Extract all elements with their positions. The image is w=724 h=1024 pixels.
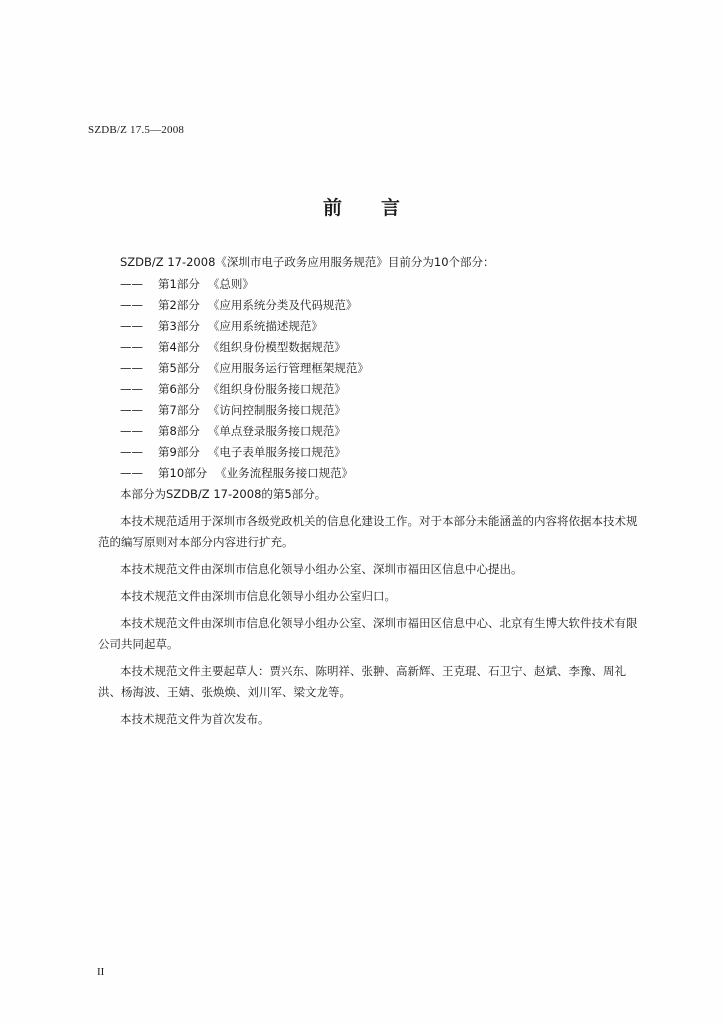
list-dash: —— — [120, 424, 143, 438]
page-number: II — [97, 966, 105, 978]
part-name: 《访问控制服务接口规范》 — [207, 403, 346, 417]
part-name: 《单点登录服务接口规范》 — [207, 424, 346, 438]
responsible-paragraph: 本技术规范文件由深圳市信息化领导小组办公室归口。 — [120, 589, 396, 603]
list-item — [120, 400, 646, 421]
scope-paragraph: 本部分为SZDB/Z 17-2008的第5部分。 — [120, 487, 327, 501]
list-item — [120, 442, 646, 463]
parts-list — [98, 274, 646, 484]
list-dash: —— — [120, 298, 143, 312]
part-name: 《业务流程服务接口规范》 — [215, 466, 354, 480]
part-name: 《组织身份服务接口规范》 — [207, 382, 346, 396]
part-number: 第8部分 — [158, 424, 200, 438]
proposer-paragraph: 本技术规范文件由深圳市信息化领导小组办公室、深圳市福田区信息中心提出。 — [120, 562, 523, 576]
drafting-org-paragraph: 本技术规范文件由深圳市信息化领导小组办公室、深圳市福田区信息中心、北京有生博大软件技术有限公司共同起草。 — [98, 616, 638, 651]
list-dash: —— — [120, 466, 143, 480]
list-item — [120, 295, 646, 316]
list-item — [120, 316, 646, 337]
list-dash: —— — [120, 445, 143, 459]
part-number: 第7部分 — [158, 403, 200, 417]
part-number: 第9部分 — [158, 445, 200, 459]
list-dash: —— — [120, 340, 143, 354]
title-char-2: 言 — [381, 197, 402, 219]
list-item — [120, 463, 646, 484]
part-number: 第5部分 — [158, 361, 200, 375]
part-number: 第10部分 — [158, 466, 208, 480]
list-item — [120, 379, 646, 400]
list-item — [120, 358, 646, 379]
preface-body — [98, 252, 646, 730]
list-dash: —— — [120, 403, 143, 417]
list-item — [120, 337, 646, 358]
part-name: 《总则》 — [207, 277, 254, 291]
list-dash: —— — [120, 319, 143, 333]
list-dash: —— — [120, 277, 143, 291]
list-item — [120, 274, 646, 295]
title-char-1: 前 — [322, 197, 343, 219]
part-number: 第6部分 — [158, 382, 200, 396]
drafters-paragraph: 本技术规范文件主要起草人：贾兴东、陈明祥、张翀、高新辉、王克琨、石卫宁、赵斌、李豫、周礼洪、杨海波、王婧、张焕焕、刘川军、梁文龙等。 — [98, 664, 626, 699]
applicability-paragraph: 本技术规范适用于深圳市各级党政机关的信息化建设工作。对于本部分未能涵盖的内容将依据本技术规范的编写原则对本部分内容进行扩充。 — [98, 514, 638, 549]
part-name: 《组织身份模型数据规范》 — [207, 340, 346, 354]
intro-paragraph: SZDB/Z 17-2008《深圳市电子政务应用服务规范》目前分为10个部分： — [120, 255, 495, 269]
release-paragraph: 本技术规范文件为首次发布。 — [120, 712, 270, 726]
part-number: 第1部分 — [158, 277, 200, 291]
part-name: 《应用服务运行管理框架规范》 — [207, 361, 369, 375]
list-item — [120, 421, 646, 442]
part-number: 第2部分 — [158, 298, 200, 312]
part-number: 第4部分 — [158, 340, 200, 354]
part-name: 《应用系统分类及代码规范》 — [207, 298, 358, 312]
list-dash: —— — [120, 382, 143, 396]
part-name: 《应用系统描述规范》 — [207, 319, 323, 333]
document-code: SZDB/Z 17.5—2008 — [88, 124, 185, 136]
page-title — [0, 193, 724, 220]
part-number: 第3部分 — [158, 319, 200, 333]
list-dash: —— — [120, 361, 143, 375]
part-name: 《电子表单服务接口规范》 — [207, 445, 346, 459]
